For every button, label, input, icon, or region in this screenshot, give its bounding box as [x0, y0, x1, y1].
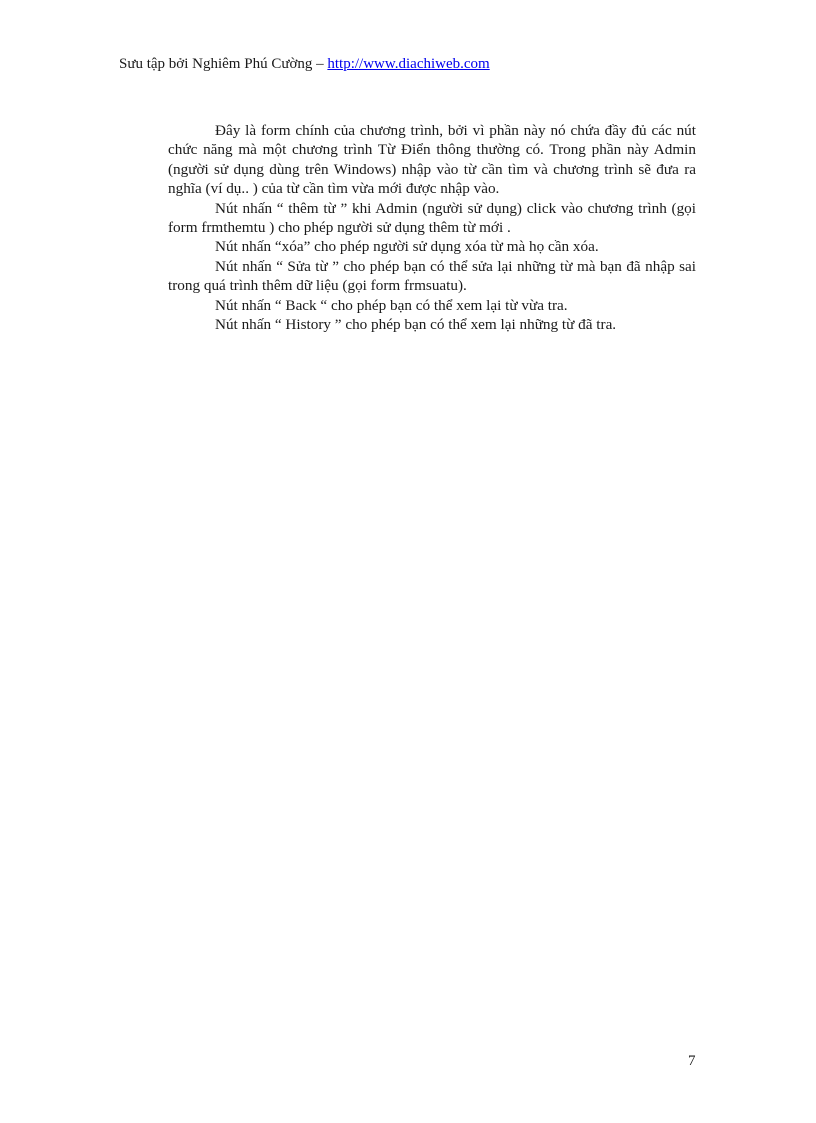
header-website-link[interactable]: http://www.diachiweb.com	[327, 56, 490, 72]
page-number: 7	[688, 1053, 696, 1069]
paragraph-add-word-button: Nút nhấn “ thêm từ ” khi Admin (người sử dụng) click vào chương trình (gọi form frmthemtu ) cho phép người sử dụng thêm từ mới .	[168, 199, 696, 237]
paragraph-intro: Đây là form chính của chương trình, bởi vì phần này nó chứa đầy đủ các nút chức năng mà một chương trình Từ Điển thông thường có. Trong phần này Admin (người sử dụng dùng trên Windows) nhập vào từ cần tìm và chương trình sẽ đưa ra nghĩa (ví dụ.. ) của từ cần tìm vừa mới được nhập vào.	[168, 122, 696, 198]
body-text	[168, 121, 696, 334]
header-credit-text: Sưu tập bởi Nghiêm Phú Cường –	[119, 56, 328, 72]
paragraph-delete-button: Nút nhấn “xóa” cho phép người sử dụng xóa từ mà họ cần xóa.	[215, 238, 599, 256]
paragraph-edit-word-button: Nút nhấn “ Sửa từ ” cho phép bạn có thể sửa lại những từ mà bạn đã nhập sai trong quá trình thêm dữ liệu (gọi form frmsuatu).	[168, 257, 696, 295]
page-header	[119, 54, 490, 74]
paragraph-back-button: Nút nhấn “ Back “ cho phép bạn có thể xem lại từ vừa tra.	[215, 296, 568, 314]
paragraph-history-button: Nút nhấn “ History ” cho phép bạn có thể xem lại những từ đã tra.	[215, 316, 617, 334]
